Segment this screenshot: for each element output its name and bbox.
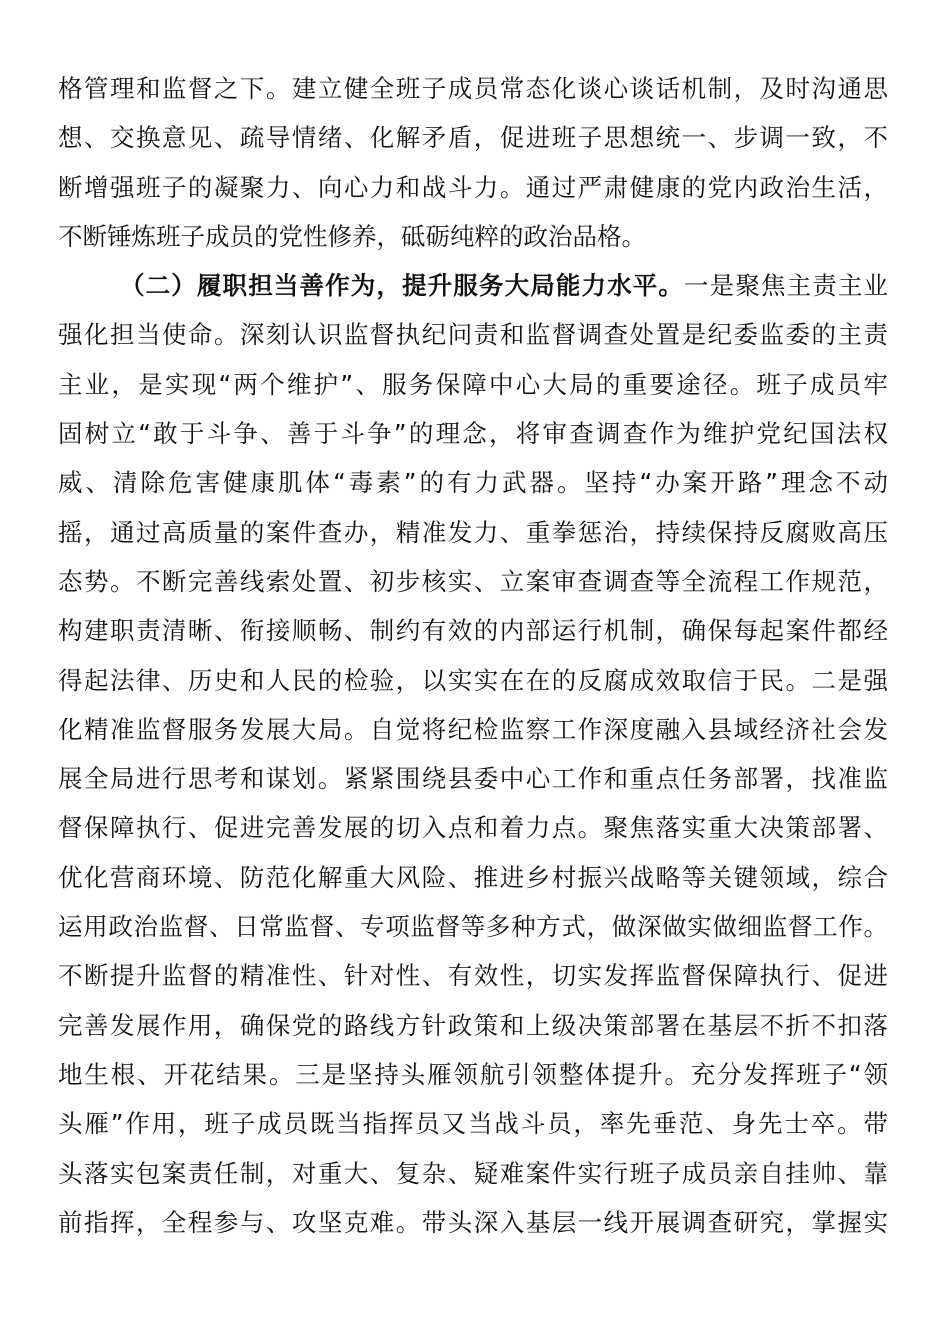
paragraph-2-line: 态势。不断完善线索处置、初步核实、立案审查调查等全流程工作规范， xyxy=(58,566,888,596)
paragraph-2-line: 头雁”作用，班子成员既当指挥员又当战斗员，率先垂范、身先士卒。带 xyxy=(58,1109,888,1139)
paragraph-2-line: 地生根、开花结果。三是坚持头雁领航引领整体提升。充分发挥班子“领 xyxy=(58,1059,888,1089)
paragraph-2-line: 威、清除危害健康肌体“毒素”的有力武器。坚持“办案开路”理念不动 xyxy=(58,468,888,498)
document-body xyxy=(58,64,888,1247)
paragraph-1-line-2: 想、交换意见、疏导情绪、化解矛盾，促进班子思想统一、步调一致，不 xyxy=(58,123,888,153)
paragraph-2-line: 强化担当使命。深刻认识监督执纪问责和监督调查处置是纪委监委的主责 xyxy=(58,320,888,350)
section-heading-continuation: 一是聚焦主责主业 xyxy=(684,271,889,301)
paragraph-2-line: 优化营商环境、防范化解重大风险、推进乡村振兴战略等关键领域，综合 xyxy=(58,862,888,892)
paragraph-2-line: 固树立“敢于斗争、善于斗争”的理念，将审查调查作为维护党纪国法权 xyxy=(58,419,888,449)
paragraph-2-line-1 xyxy=(58,261,888,310)
paragraph-1-line-3: 断增强班子的凝聚力、向心力和战斗力。通过严肃健康的党内政治生活， xyxy=(58,172,888,202)
paragraph-1-line-4: 不断锤炼班子成员的党性修养，砥砺纯粹的政治品格。 xyxy=(58,221,646,251)
paragraph-2-line: 督保障执行、促进完善发展的切入点和着力点。聚焦落实重大决策部署、 xyxy=(58,813,888,843)
paragraph-2-line: 头落实包案责任制，对重大、复杂、疑难案件实行班子成员亲自挂帅、靠 xyxy=(58,1158,888,1188)
paragraph-2-line: 不断提升监督的精准性、针对性、有效性，切实发挥监督保障执行、促进 xyxy=(58,961,888,991)
paragraph-2-line: 摇，通过高质量的案件查办，精准发力、重拳惩治，持续保持反腐败高压 xyxy=(58,517,888,547)
paragraph-2-line: 构建职责清晰、衔接顺畅、制约有效的内部运行机制，确保每起案件都经 xyxy=(58,616,888,646)
paragraph-2-line: 得起法律、历史和人民的检验，以实实在在的反腐成效取信于民。二是强 xyxy=(58,665,888,695)
paragraph-2-line: 主业，是实现“两个维护”、服务保障中心大局的重要途径。班子成员牢 xyxy=(58,369,888,399)
paragraph-2-line: 化精准监督服务发展大局。自觉将纪检监察工作深度融入县域经济社会发 xyxy=(58,714,888,744)
paragraph-2-line: 展全局进行思考和谋划。紧紧围绕县委中心工作和重点任务部署，找准监 xyxy=(58,764,888,794)
section-heading: （二）履职担当善作为，提升服务大局能力水平。 xyxy=(120,271,685,301)
paragraph-1-line-1: 格管理和监督之下。建立健全班子成员常态化谈心谈话机制，及时沟通思 xyxy=(58,74,888,103)
paragraph-2-line: 完善发展作用，确保党的路线方针政策和上级决策部署在基层不折不扣落 xyxy=(58,1010,888,1040)
paragraph-2-line: 前指挥，全程参与、攻坚克难。带头深入基层一线开展调查研究，掌握实 xyxy=(58,1207,888,1237)
paragraph-2-line: 运用政治监督、日常监督、专项监督等多种方式，做深做实做细监督工作。 xyxy=(58,912,888,942)
